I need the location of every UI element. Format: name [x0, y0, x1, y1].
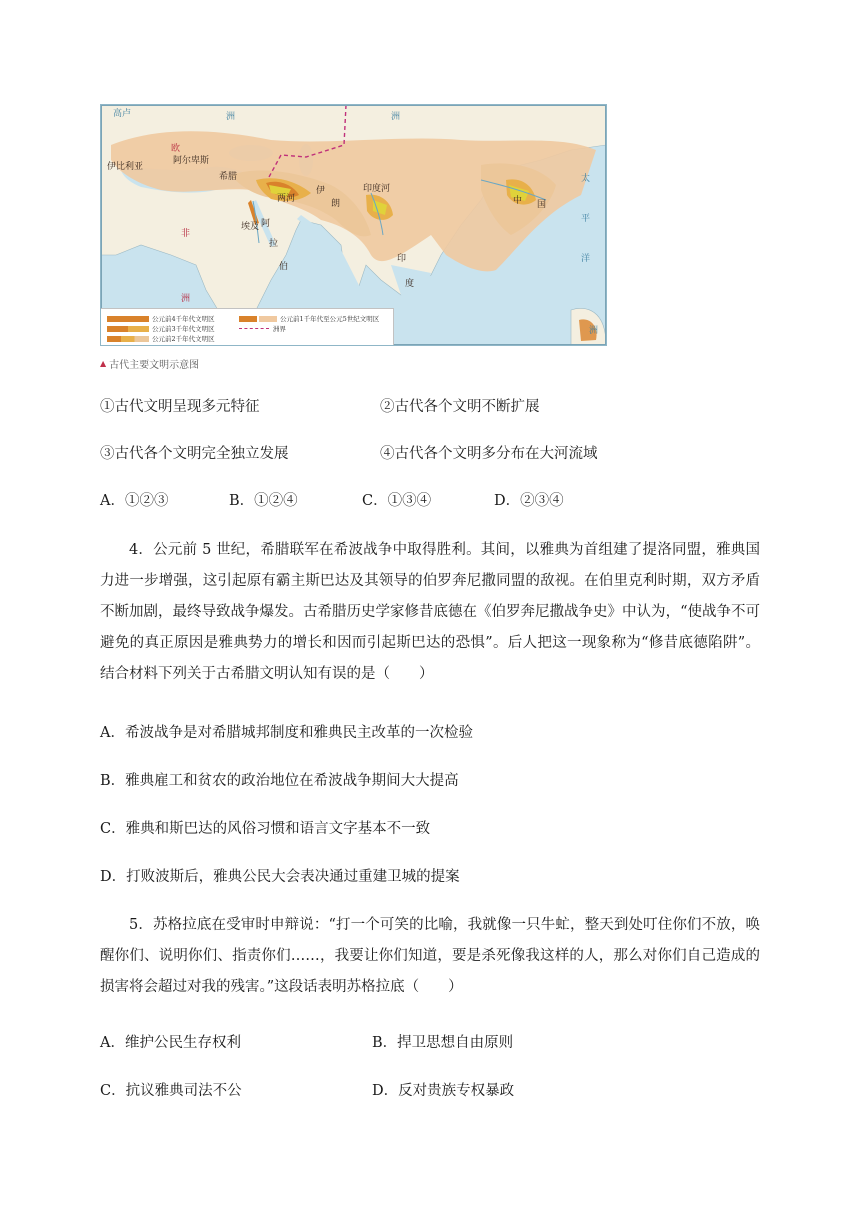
map-label-oceania: 洲 [589, 326, 599, 336]
q3-statement-2: ②古代各个文明不断扩展 [380, 399, 540, 415]
legend-label: 公元前2千年代文明区 [152, 335, 215, 343]
q5-option-c[interactable]: C．抗议雅典司法不公 [100, 1083, 242, 1099]
q3-statement-1: ①古代文明呈现多元特征 [100, 399, 260, 415]
legend-swatch [107, 316, 149, 322]
map-label-iran-1: 伊 [316, 186, 326, 196]
map-label-europe: 欧 [171, 144, 181, 154]
map-label-iberia: 伊比利亚 [107, 162, 144, 172]
map-label-iran-2: 朗 [331, 199, 341, 209]
map-caption [100, 356, 199, 371]
map-label-china-2: 国 [537, 200, 547, 210]
legend-label: 公元前4千年代文明区 [152, 315, 215, 323]
map-label-india-2: 度 [405, 279, 415, 289]
map-label-africa-1: 非 [181, 229, 191, 239]
q4-option-d[interactable]: D．打败波斯后，雅典公民大会表决通过重建卫城的提案 [100, 869, 460, 885]
legend-swatch [107, 336, 149, 342]
q3-statement-3: ③古代各个文明完全独立发展 [100, 446, 289, 462]
legend-label: 公元前1千年代至公元5世纪文明区 [280, 315, 380, 323]
q3-option-c[interactable]: C．①③④ [362, 493, 432, 509]
q3-option-d[interactable]: D．②③④ [494, 493, 564, 509]
legend-swatch [239, 316, 257, 322]
legend-item-1st-millennium [239, 314, 379, 323]
map-label-greece: 希腊 [219, 172, 238, 182]
map-label-mesopotamia: 两河 [277, 194, 296, 204]
map-label-alps: 阿尔卑斯 [173, 156, 210, 166]
q4-option-c[interactable]: C．雅典和斯巴达的风俗习惯和语言文字基本不一致 [100, 821, 431, 837]
map-label-china-1: 中 [513, 196, 523, 206]
civilization-map [100, 104, 607, 346]
q3-option-b[interactable]: B．①②④ [229, 493, 298, 509]
legend-label: 公元前3千年代文明区 [152, 325, 215, 333]
map-label-asia: 洲 [391, 112, 401, 122]
q3-option-a[interactable]: A．①②③ [100, 493, 169, 509]
legend-item-2nd-millennium [107, 334, 215, 343]
q4-option-a[interactable]: A．希波战争是对希腊城邦制度和雅典民主改革的一次检验 [100, 725, 473, 741]
map-legend [101, 308, 394, 345]
map-label-india-1: 印 [397, 254, 407, 264]
triangle-icon: ▲ [100, 359, 107, 368]
q5-option-a[interactable]: A．维护公民生存权利 [100, 1035, 241, 1051]
map-label-indus: 印度河 [363, 184, 391, 194]
map-caption-text: 古代主要文明示意图 [109, 360, 200, 371]
q3-statement-4: ④古代各个文明多分布在大河流域 [380, 446, 598, 462]
legend-item-continent-border [239, 324, 286, 333]
map-label-arabia-1: 阿 [261, 219, 271, 229]
legend-swatch [107, 326, 149, 332]
map-label-africa-2: 洲 [181, 294, 191, 304]
q5-option-d[interactable]: D．反对贵族专权暴政 [372, 1083, 515, 1099]
legend-dash-swatch [239, 328, 269, 329]
q4-option-b[interactable]: B．雅典雇工和贫农的政治地位在希波战争期间大大提高 [100, 773, 459, 789]
map-label-pacific-1: 太 [581, 174, 591, 184]
legend-item-3rd-millennium [107, 324, 215, 333]
map-label-arabia-3: 伯 [279, 262, 289, 272]
q5-stem: 5．苏格拉底在受审时申辩说：“打一个可笑的比喻，我就像一只牛虻，整天到处叮住你们不放，唤醒你们、说明你们、指责你们……，我要让你们知道，要是杀死像我这样的人，那么对你们自己造成的损害将会超过对我的残害。”这段话表明苏格拉底（ ） [100, 917, 760, 995]
legend-swatch [259, 316, 277, 322]
map-label-gaul: 高卢 [113, 109, 132, 119]
q4-stem: 4．公元前 5 世纪，希腊联军在希波战争中取得胜利。其间，以雅典为首组建了提洛同盟，雅典国力进一步增强，这引起原有霸主斯巴达及其领导的伯罗奔尼撒同盟的敌视。在伯里克利时期，双方矛盾不断加剧，最终导致战争爆发。古希腊历史学家修昔底德在《伯罗奔尼撒战争史》中认为，“使战争不可避免的真正原因是雅典势力的增长和因而引起斯巴达的恐惧”。后人把这一现象称为“修昔底德陷阱”。结合材料下列关于古希腊文明认知有误的是（ ） [100, 542, 760, 682]
q5-option-b[interactable]: B．捍卫思想自由原则 [372, 1035, 514, 1051]
map-label-egypt: 埃及 [241, 222, 260, 232]
legend-item-4th-millennium [107, 314, 215, 323]
map-label-europe-2: 洲 [226, 112, 236, 122]
map-label-pacific-2: 平 [581, 214, 591, 224]
map-label-arabia-2: 拉 [269, 239, 279, 249]
map-label-pacific-3: 洋 [581, 254, 591, 264]
legend-label: 洲界 [273, 325, 286, 333]
